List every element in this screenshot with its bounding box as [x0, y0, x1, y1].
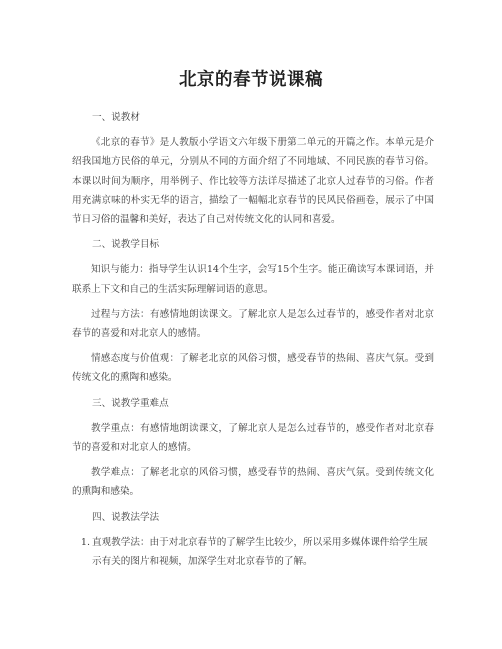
- paragraph: 《北京的春节》是人教版小学语文六年级下册第二单元的开篇之作。本单元是介绍我国地方民俗的单元，分别从不同的方面介绍了不同地域、不同民族的春节习俗。本课以时间为顺序，用举例子、作比较等方法详尽描述了北京人过春节的习俗。作者用充满京味的朴实无华的语言，描绘了一幅幅北京春节的民风民俗画卷，展示了中国节日习俗的温馨和美好，表达了自己对传统文化的认同和喜爱。: [72, 137, 434, 226]
- paragraph: 教学重点：有感情地朗读课文，了解北京人是怎么过春节的，感受作者对北京春节的喜爱和对北京人的感情。: [72, 422, 434, 454]
- document-body: [72, 108, 434, 577]
- section-heading-teaching-material: 一、说教材: [92, 112, 140, 123]
- document-title: 北京的春节说课稿: [179, 70, 323, 90]
- paragraph: 情感态度与价值观：了解老北京的风俗习惯，感受春节的热闹、喜庆气氛。受到传统文化的熏陶和感染。: [72, 353, 434, 384]
- list-item-number: 1.: [80, 536, 90, 548]
- list-item-text: 直观教学法：由于对北京春节的了解学生比较少，所以采用多媒体课件给学生展示有关的图片和视频，加深学生对北京春节的了解。: [92, 536, 428, 568]
- paragraph: 过程与方法：有感情地朗读课文。了解北京人是怎么过春节的，感受作者对北京春节的喜爱和对北京人的感情。: [72, 308, 434, 340]
- section-heading-methods: 四、说教法学法: [92, 511, 160, 523]
- section-heading-key-points: 三、说教学重难点: [92, 397, 169, 409]
- paragraph: 教学难点：了解老北京的风俗习惯，感受春节的热闹、喜庆气氛。受到传统文化的熏陶和感染。: [72, 467, 434, 498]
- list-item: [72, 533, 434, 571]
- paragraph: 知识与能力：指导学生认识14个生字，会写15个生字。能正确读写本课词语，并联系上下文和自己的生活实际理解词语的意思。: [72, 264, 434, 295]
- section-heading-teaching-goals: 二、说教学目标: [92, 239, 160, 251]
